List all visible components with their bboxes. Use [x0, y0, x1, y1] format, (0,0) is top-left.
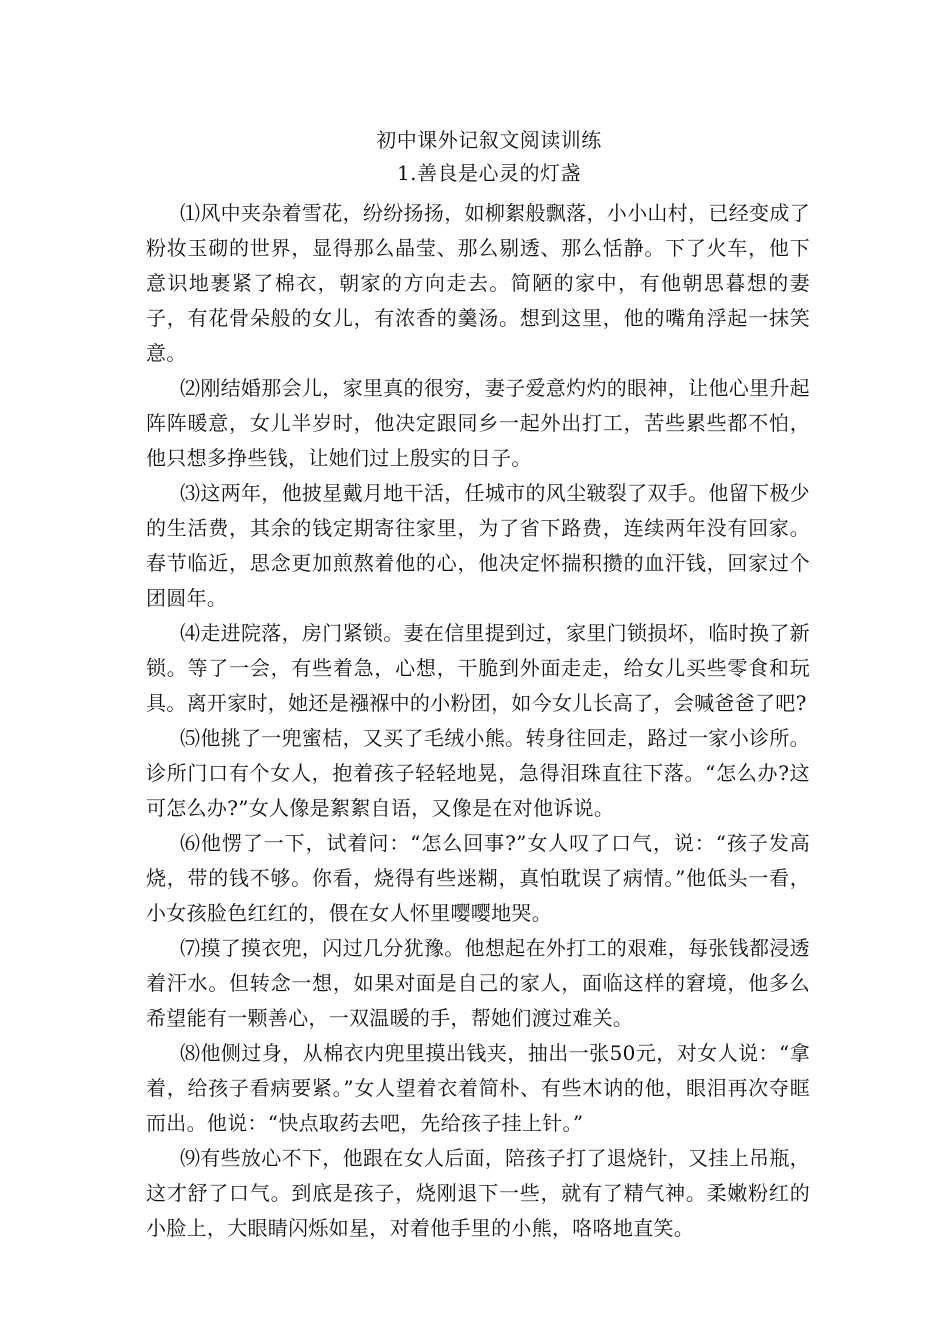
paragraph-6: ⑹他愣了一下，试着问：“怎么回事?”女人叹了口气，说：“孩子发高烧，带的钱不够。你看，烧得有些迷糊，真怕耽误了病情。”他低头一看，小女孩脸色红红的，偎在女人怀里嘤嘤地哭。 [146, 831, 810, 925]
paragraph-3: ⑶这两年，他披星戴月地干活，任城市的风尘皲裂了双手。他留下极少的生活费，其余的钱定期寄往家里，为了省下路费，连续两年没有回家。春节临近，思念更加煎熬着他的心，他决定怀揣积攒的血汗钱，回家过个团圆年。 [146, 481, 810, 610]
story-title: 1.善良是心灵的灯盏 [396, 161, 582, 185]
paragraph-2: ⑵刚结婚那会儿，家里真的很穷，妻子爱意灼灼的眼神，让他心里升起阵阵暖意，女儿半岁时，他决定跟同乡一起外出打工，苦些累些都不怕，他只想多挣些钱，让她们过上殷实的日子。 [146, 376, 810, 470]
paragraph-8: ⑻他侧过身，从棉衣内兜里摸出钱夹，抽出一张50元，对女人说：“拿着，给孩子看病要紧。”女人望着衣着简朴、有些木讷的他，眼泪再次夺眶而出。他说：“快点取药去吧，先给孩子挂上针。” [146, 1041, 810, 1135]
document-title: 初中课外记叙文阅读训练 [376, 128, 602, 152]
paragraph-7: ⑺摸了摸衣兜，闪过几分犹豫。他想起在外打工的艰难，每张钱都浸透着汗水。但转念一想，如果对面是自己的家人，面临这样的窘境，他多么希望能有一颗善心，一双温暖的手，帮她们渡过难关。 [146, 936, 810, 1030]
story-body [146, 196, 810, 1246]
paragraph-4: ⑷走进院落，房门紧锁。妻在信里提到过，家里门锁损坏，临时换了新锁。等了一会，有些着急，心想，干脆到外面走走，给女儿买些零食和玩具。离开家时，她还是襁褓中的小粉团，如今女儿长高了，会喊爸爸了吧? [146, 621, 810, 715]
paragraph-5: ⑸他挑了一兜蜜桔，又买了毛绒小熊。转身往回走，路过一家小诊所。诊所门口有个女人，抱着孩子轻轻地晃，急得泪珠直往下落。“怎么办?这可怎么办?”女人像是絮絮自语，又像是在对他诉说。 [146, 726, 810, 820]
paragraph-1: ⑴风中夹杂着雪花，纷纷扬扬，如柳絮般飘落，小小山村，已经变成了粉妆玉砌的世界，显得那么晶莹、那么剔透、那么恬静。下了火车，他下意识地裹紧了棉衣，朝家的方向走去。简陋的家中，有他朝思暮想的妻子，有花骨朵般的女儿，有浓香的羹汤。想到这里，他的嘴角浮起一抹笑意。 [146, 201, 810, 365]
paragraph-9: ⑼有些放心不下，他跟在女人后面，陪孩子打了退烧针，又挂上吊瓶，这才舒了口气。到底是孩子，烧刚退下一些，就有了精气神。柔嫩粉红的小脸上，大眼睛闪烁如星，对着他手里的小熊，咯咯地直笑。 [146, 1146, 810, 1240]
